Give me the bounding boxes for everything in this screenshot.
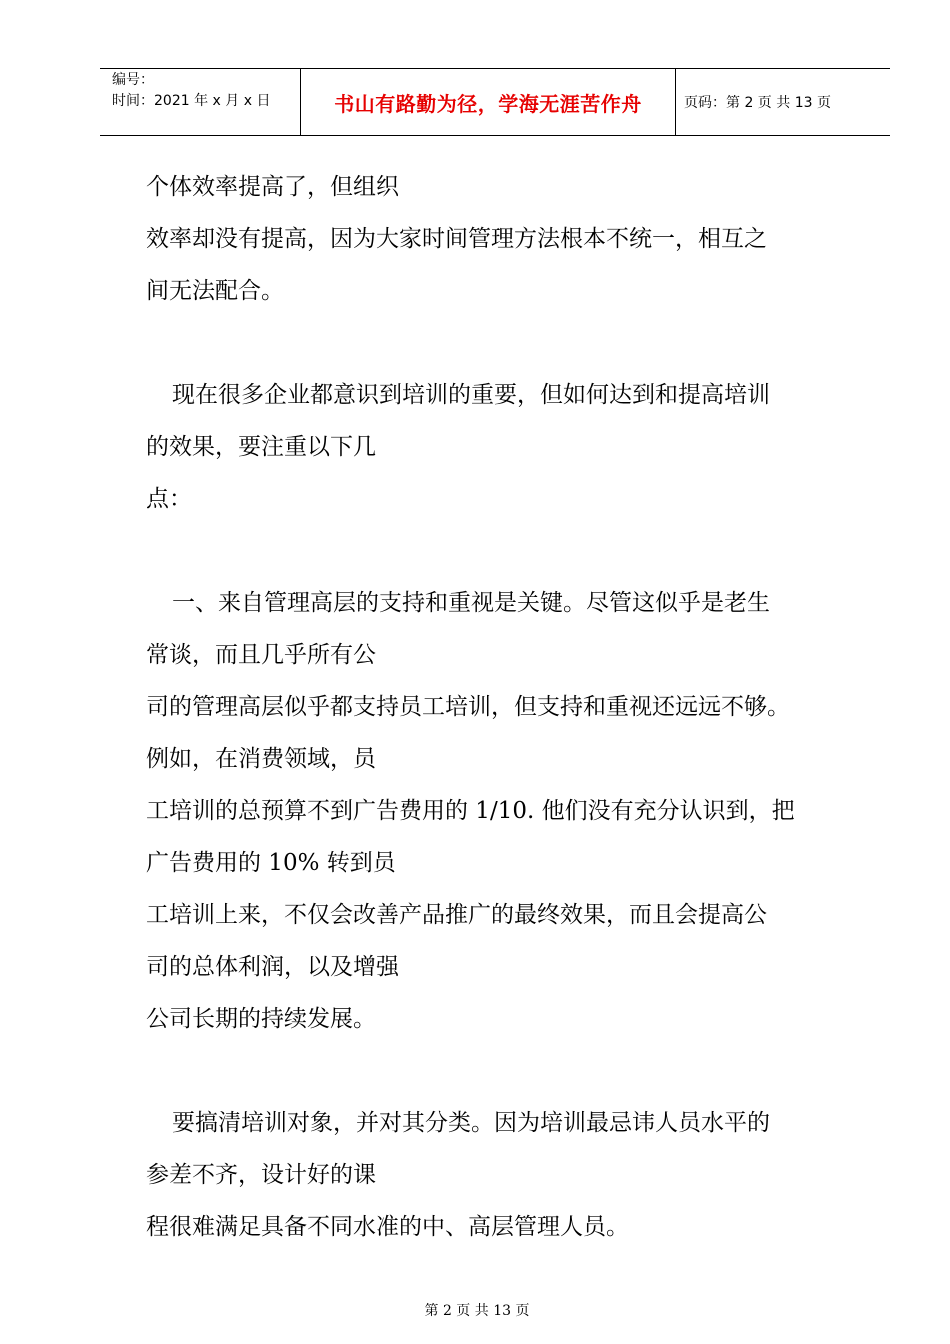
motto: 书山有路勤为径，学海无涯苦作舟 (334, 91, 642, 116)
body-line: 司的总体利润，以及增强 (146, 954, 399, 980)
paragraph-gap (146, 317, 866, 369)
header-meta-cell (100, 69, 301, 135)
header-page-info: 页码：第 2 页 共 13 页 (684, 95, 831, 111)
document-body (146, 161, 866, 1253)
page-header (100, 68, 890, 136)
body-line: 例如，在消费领域，员 (146, 746, 376, 772)
body-line: 司的管理高层似乎都支持员工培训，但支持和重视还远远不够。 (146, 694, 790, 720)
footer-page-number: 第 2 页 共 13 页 (424, 1303, 530, 1319)
body-line: 程很难满足具备不同水准的中、高层管理人员。 (146, 1214, 629, 1240)
body-line: 的效果，要注重以下几 (146, 434, 376, 460)
body-line: 效率却没有提高，因为大家时间管理方法根本不统一，相互之 (146, 226, 767, 252)
paragraph-gap (146, 1045, 866, 1097)
number-label: 编号： (112, 72, 154, 88)
body-line: 参差不齐，设计好的课 (146, 1162, 376, 1188)
header-page-cell (676, 69, 890, 135)
body-line: 常谈，而且几乎所有公 (146, 642, 376, 668)
body-line: 要搞清培训对象，并对其分类。因为培训最忌讳人员水平的 (172, 1110, 770, 1136)
body-line: 点： (146, 486, 192, 512)
body-line: 现在很多企业都意识到培训的重要，但如何达到和提高培训 (172, 382, 770, 408)
paragraph-gap (146, 525, 866, 577)
time-label: 时间：2021 年 x 月 x 日 (112, 93, 271, 109)
body-line: 间无法配合。 (146, 278, 284, 304)
page-footer (0, 1300, 950, 1320)
body-line: 一、来自管理高层的支持和重视是关键。尽管这似乎是老生 (172, 590, 770, 616)
body-line: 工培训上来，不仅会改善产品推广的最终效果，而且会提高公 (146, 902, 767, 928)
body-line: 工培训的总预算不到广告费用的 1/10. 他们没有充分认识到，把 (146, 798, 795, 824)
body-line: 广告费用的 10% 转到员 (146, 850, 396, 876)
header-motto-cell (301, 69, 676, 135)
body-line: 公司长期的持续发展。 (146, 1006, 376, 1032)
body-line: 个体效率提高了，但组织 (146, 174, 399, 200)
